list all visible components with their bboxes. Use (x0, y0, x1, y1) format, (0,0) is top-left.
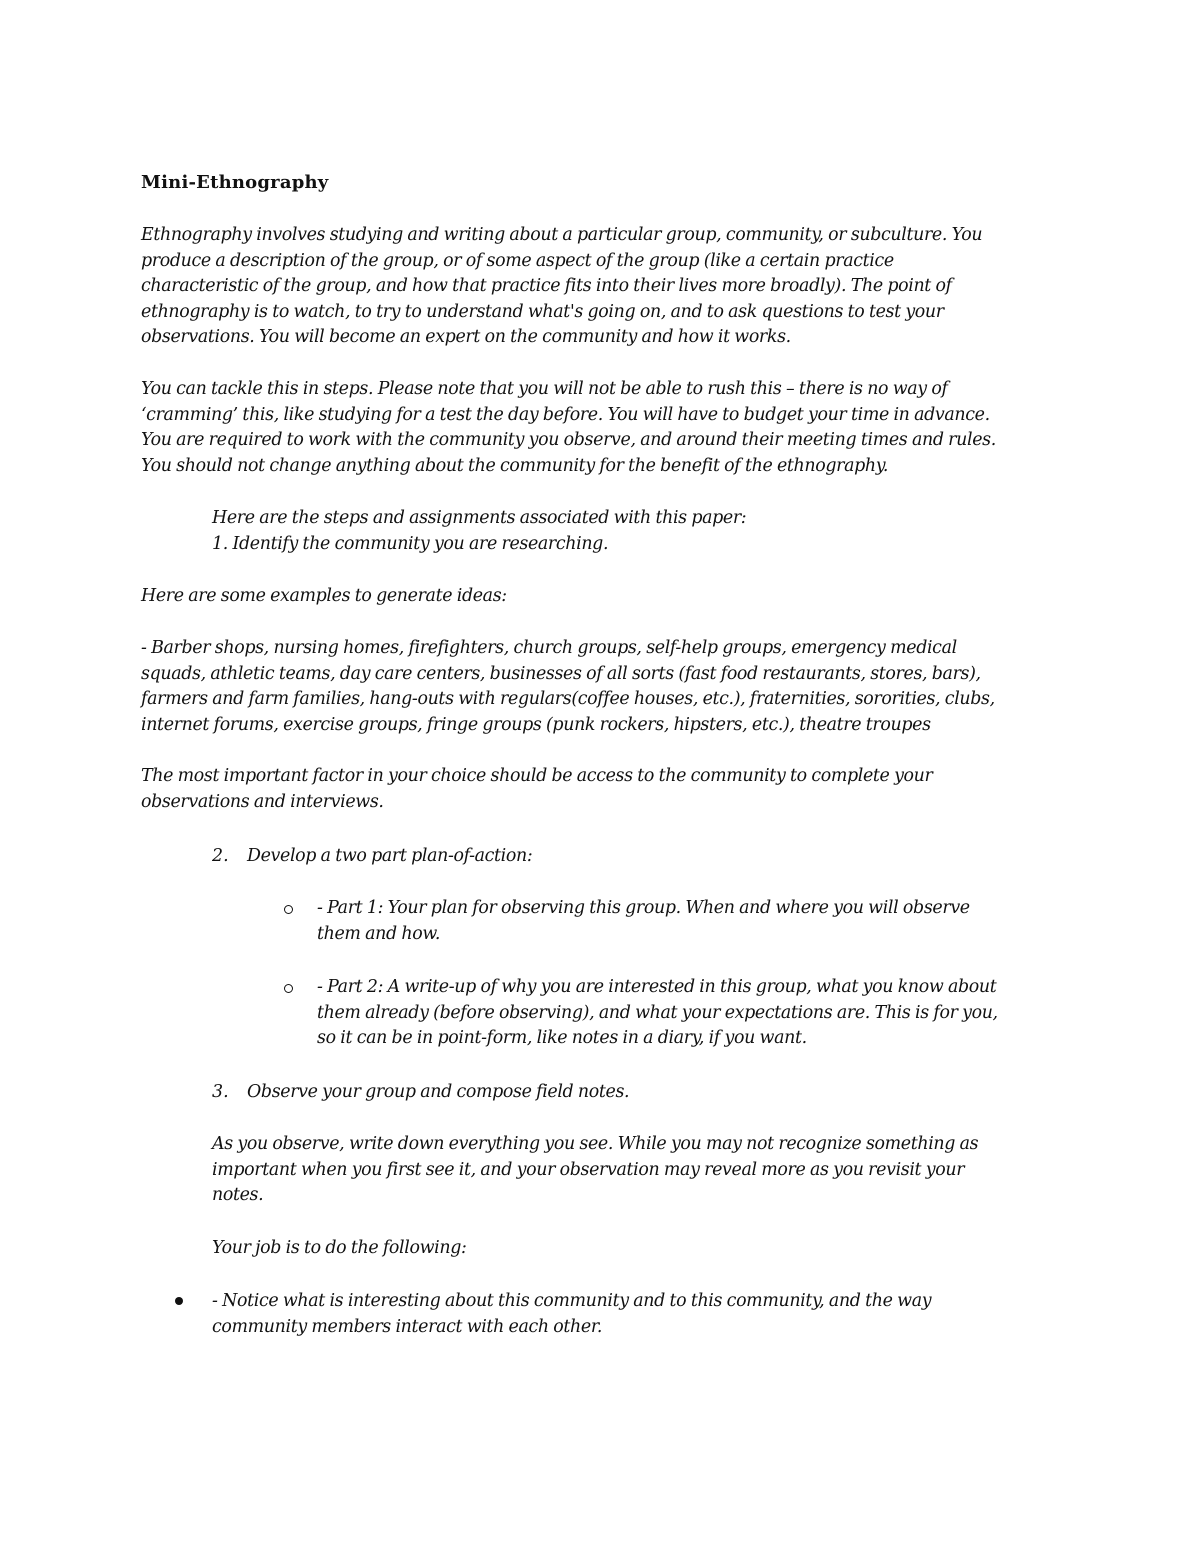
step-3-line: Observe your group and compose field notes. (247, 1082, 630, 1102)
step-3-number: 3. (212, 1082, 229, 1102)
plan-part-2-line: - Part 2: A write-up of why you are interested in this group, what you know about (317, 977, 997, 997)
examples-header (141, 584, 507, 610)
observe-paragraph (212, 1132, 978, 1209)
factor-paragraph (141, 764, 932, 815)
intro-line: ethnography is to watch, to try to understand what's going on, and to ask questions to test your (141, 301, 944, 322)
factor-line: The most important factor in your choice should be access to the community to complete your (141, 766, 933, 786)
examples-line: internet forums, exercise groups, fringe groups (punk rockers, hipsters, etc.), theatre troupes (141, 714, 931, 735)
plan-part-2-line: so it can be in point-form, like notes in a diary, if you want. (317, 1028, 807, 1049)
steps-intro-paragraph (141, 377, 996, 479)
notice-item (212, 1289, 931, 1340)
observe-line: important when you first see it, and your observation may reveal more as you revisit your (212, 1159, 965, 1180)
step-3-text (247, 1080, 629, 1106)
bullet-icon (175, 1297, 183, 1305)
plan-part-1-line: - Part 1: Your plan for observing this group. When and where you will observe (317, 898, 970, 918)
job-header-line: Your job is to do the following: (212, 1238, 467, 1258)
document-title: Mini-Ethnography (141, 172, 329, 193)
steps-intro-line: You are required to work with the community you observe, and around their meeting times and rules. (141, 430, 996, 451)
steps-header (212, 506, 746, 557)
notice-line: community members interact with each other. (212, 1316, 603, 1337)
step-2-number: 2. (212, 846, 229, 866)
steps-intro-line: You should not change anything about the community for the benefit of the ethnography. (141, 455, 889, 476)
plan-part-1-line: them and how. (317, 923, 440, 944)
plan-part-2 (317, 975, 998, 1052)
circle-bullet-icon (284, 905, 293, 914)
circle-bullet-icon (284, 984, 293, 993)
examples-header-line: Here are some examples to generate ideas: (141, 586, 507, 606)
notice-line: - Notice what is interesting about this community and to this community, and the way (212, 1291, 932, 1311)
intro-line: produce a description of the group, or of some aspect of the group (like a certain practice (141, 250, 894, 271)
steps-intro-line: You can tackle this in steps. Please note that you will not be able to rush this – there is no way of (141, 379, 948, 399)
observe-line: As you observe, write down everything you see. While you may not recognize something as (212, 1134, 979, 1154)
intro-paragraph (141, 223, 982, 351)
factor-line: observations and interviews. (141, 791, 384, 812)
observe-line: notes. (212, 1185, 264, 1206)
plan-part-1 (317, 896, 970, 947)
step-2-line: Develop a two part plan-of-action: (247, 846, 533, 866)
step-1-text: 1. Identify the community you are researching. (212, 533, 609, 554)
intro-line: characteristic of the group, and how that practice fits into their lives more broadly). The point of (141, 276, 952, 297)
examples-line: - Barber shops, nursing homes, firefighters, church groups, self-help groups, emergency medical (141, 638, 957, 658)
intro-line: Ethnography involves studying and writing about a particular group, community, or subculture. You (141, 225, 983, 245)
examples-line: squads, athletic teams, day care centers, businesses of all sorts (fast food restaurants, stores, bars), (141, 663, 981, 684)
examples-paragraph (141, 636, 995, 738)
intro-line: observations. You will become an expert on the community and how it works. (141, 327, 791, 348)
examples-line: farmers and farm families, hang-outs with regulars(coffee houses, etc.), fraternities, sororities, clubs, (141, 689, 995, 710)
job-header (212, 1236, 466, 1262)
steps-intro-line: ‘cramming’ this, like studying for a test the day before. You will have to budget your time in advance. (141, 404, 990, 425)
step-2-text (247, 844, 532, 870)
steps-header-line: Here are the steps and assignments associated with this paper: (212, 508, 747, 528)
plan-part-2-line: them already (before observing), and what your expectations are. This is for you, (317, 1002, 998, 1023)
